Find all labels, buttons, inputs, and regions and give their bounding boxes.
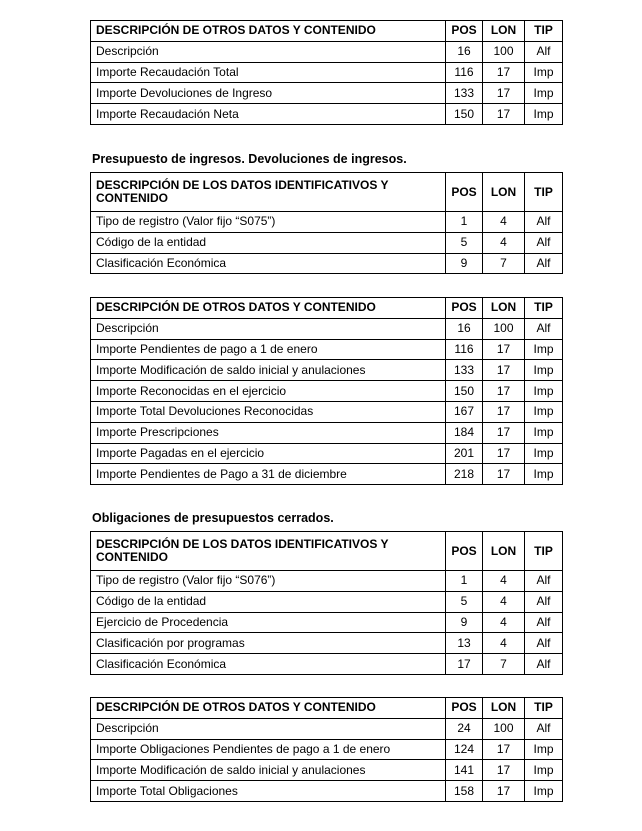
cell-description: Importe Obligaciones Pendientes de pago a 1 de enero (91, 739, 446, 760)
cell-tip: Alf (525, 41, 563, 62)
header-lon: LON (483, 698, 525, 719)
table-row (91, 422, 563, 443)
table-row (91, 654, 563, 675)
cell-lon: 4 (483, 633, 525, 654)
table-row (91, 339, 563, 360)
cell-description: Clasificación por programas (91, 633, 446, 654)
header-tip: TIP (525, 173, 563, 212)
spec-table (90, 297, 563, 485)
spec-table (90, 697, 563, 802)
header-tip: TIP (525, 698, 563, 719)
cell-lon: 100 (483, 318, 525, 339)
cell-tip: Alf (525, 633, 563, 654)
spec-table (90, 20, 563, 125)
table-row (91, 612, 563, 633)
header-description: DESCRIPCIÓN DE OTROS DATOS Y CONTENIDO (91, 298, 446, 319)
table-row (91, 633, 563, 654)
cell-pos: 184 (446, 422, 483, 443)
cell-lon: 17 (483, 464, 525, 485)
cell-pos: 9 (446, 612, 483, 633)
header-description: DESCRIPCIÓN DE OTROS DATOS Y CONTENIDO (91, 698, 446, 719)
table-row (91, 443, 563, 464)
cell-tip: Imp (525, 422, 563, 443)
table-row (91, 718, 563, 739)
table-row (91, 232, 563, 253)
cell-lon: 17 (483, 401, 525, 422)
cell-pos: 17 (446, 654, 483, 675)
cell-tip: Imp (525, 83, 563, 104)
cell-description: Importe Pagadas en el ejercicio (91, 443, 446, 464)
cell-tip: Alf (525, 571, 563, 592)
table-row (91, 360, 563, 381)
cell-tip: Imp (525, 464, 563, 485)
cell-lon: 7 (483, 654, 525, 675)
header-pos: POS (446, 698, 483, 719)
cell-description: Descripción (91, 318, 446, 339)
cell-pos: 167 (446, 401, 483, 422)
header-pos: POS (446, 21, 483, 42)
cell-lon: 7 (483, 253, 525, 274)
cell-lon: 4 (483, 612, 525, 633)
cell-pos: 24 (446, 718, 483, 739)
cell-tip: Alf (525, 318, 563, 339)
cell-pos: 150 (446, 104, 483, 125)
header-description: DESCRIPCIÓN DE LOS DATOS IDENTIFICATIVOS Y CONTENIDO (91, 532, 446, 571)
cell-description: Descripción (91, 41, 446, 62)
header-pos: POS (446, 173, 483, 212)
cell-pos: 218 (446, 464, 483, 485)
cell-description: Importe Devoluciones de Ingreso (91, 83, 446, 104)
cell-tip: Imp (525, 62, 563, 83)
table-header-row (91, 532, 563, 571)
cell-pos: 5 (446, 591, 483, 612)
table-row (91, 591, 563, 612)
cell-tip: Alf (525, 591, 563, 612)
table-row (91, 41, 563, 62)
header-lon: LON (483, 21, 525, 42)
cell-description: Importe Reconocidas en el ejercicio (91, 381, 446, 402)
cell-tip: Imp (525, 443, 563, 464)
cell-description: Tipo de registro (Valor fijo “S075”) (91, 212, 446, 233)
cell-pos: 116 (446, 62, 483, 83)
cell-lon: 17 (483, 339, 525, 360)
cell-description: Descripción (91, 718, 446, 739)
cell-lon: 17 (483, 360, 525, 381)
cell-lon: 17 (483, 781, 525, 802)
cell-lon: 17 (483, 760, 525, 781)
spec-table (90, 531, 563, 675)
cell-description: Clasificación Económica (91, 654, 446, 675)
cell-pos: 158 (446, 781, 483, 802)
cell-tip: Imp (525, 381, 563, 402)
cell-tip: Alf (525, 232, 563, 253)
cell-description: Importe Recaudación Neta (91, 104, 446, 125)
cell-tip: Alf (525, 654, 563, 675)
table-header-row (91, 698, 563, 719)
cell-lon: 17 (483, 422, 525, 443)
spec-table (90, 172, 563, 274)
table-row (91, 464, 563, 485)
cell-pos: 5 (446, 232, 483, 253)
cell-tip: Alf (525, 253, 563, 274)
table-identifying-data-2 (90, 531, 562, 675)
cell-pos: 201 (446, 443, 483, 464)
cell-description: Importe Modificación de saldo inicial y anulaciones (91, 760, 446, 781)
table-row (91, 381, 563, 402)
cell-tip: Imp (525, 339, 563, 360)
table-row (91, 571, 563, 592)
cell-tip: Imp (525, 739, 563, 760)
cell-lon: 100 (483, 41, 525, 62)
cell-description: Importe Modificación de saldo inicial y anulaciones (91, 360, 446, 381)
section-title-obligaciones: Obligaciones de presupuestos cerrados. (92, 511, 334, 525)
cell-lon: 17 (483, 443, 525, 464)
cell-description: Código de la entidad (91, 232, 446, 253)
cell-description: Importe Total Devoluciones Reconocidas (91, 401, 446, 422)
cell-tip: Imp (525, 360, 563, 381)
table-other-data-2 (90, 297, 562, 485)
cell-pos: 141 (446, 760, 483, 781)
header-description: DESCRIPCIÓN DE LOS DATOS IDENTIFICATIVOS Y CONTENIDO (91, 173, 446, 212)
cell-lon: 4 (483, 571, 525, 592)
cell-pos: 1 (446, 571, 483, 592)
section-title-devoluciones: Presupuesto de ingresos. Devoluciones de ingresos. (92, 152, 407, 166)
cell-pos: 150 (446, 381, 483, 402)
cell-tip: Imp (525, 401, 563, 422)
cell-pos: 124 (446, 739, 483, 760)
cell-description: Importe Pendientes de Pago a 31 de diciembre (91, 464, 446, 485)
cell-description: Importe Pendientes de pago a 1 de enero (91, 339, 446, 360)
table-row (91, 401, 563, 422)
cell-pos: 16 (446, 318, 483, 339)
cell-lon: 17 (483, 104, 525, 125)
cell-pos: 13 (446, 633, 483, 654)
cell-lon: 100 (483, 718, 525, 739)
table-row (91, 62, 563, 83)
table-header-row (91, 173, 563, 212)
header-lon: LON (483, 298, 525, 319)
cell-tip: Alf (525, 718, 563, 739)
table-row (91, 739, 563, 760)
cell-pos: 133 (446, 360, 483, 381)
header-description: DESCRIPCIÓN DE OTROS DATOS Y CONTENIDO (91, 21, 446, 42)
cell-tip: Imp (525, 104, 563, 125)
table-row (91, 760, 563, 781)
cell-lon: 17 (483, 739, 525, 760)
header-pos: POS (446, 298, 483, 319)
header-tip: TIP (525, 532, 563, 571)
table-row (91, 212, 563, 233)
cell-pos: 133 (446, 83, 483, 104)
cell-lon: 17 (483, 83, 525, 104)
cell-tip: Alf (525, 612, 563, 633)
cell-description: Importe Total Obligaciones (91, 781, 446, 802)
cell-pos: 1 (446, 212, 483, 233)
table-other-data-1 (90, 20, 562, 125)
cell-description: Código de la entidad (91, 591, 446, 612)
table-row (91, 83, 563, 104)
table-identifying-data-1 (90, 172, 562, 274)
cell-lon: 4 (483, 232, 525, 253)
cell-pos: 16 (446, 41, 483, 62)
table-row (91, 253, 563, 274)
table-header-row (91, 298, 563, 319)
header-tip: TIP (525, 21, 563, 42)
header-lon: LON (483, 173, 525, 212)
table-row (91, 318, 563, 339)
header-lon: LON (483, 532, 525, 571)
table-row (91, 781, 563, 802)
cell-lon: 17 (483, 381, 525, 402)
cell-description: Importe Prescripciones (91, 422, 446, 443)
cell-lon: 4 (483, 212, 525, 233)
table-row (91, 104, 563, 125)
cell-lon: 4 (483, 591, 525, 612)
cell-description: Clasificación Económica (91, 253, 446, 274)
cell-pos: 116 (446, 339, 483, 360)
cell-lon: 17 (483, 62, 525, 83)
table-other-data-3 (90, 697, 562, 802)
cell-description: Tipo de registro (Valor fijo “S076”) (91, 571, 446, 592)
cell-tip: Imp (525, 760, 563, 781)
cell-tip: Imp (525, 781, 563, 802)
cell-pos: 9 (446, 253, 483, 274)
header-pos: POS (446, 532, 483, 571)
header-tip: TIP (525, 298, 563, 319)
cell-description: Importe Recaudación Total (91, 62, 446, 83)
table-header-row (91, 21, 563, 42)
cell-description: Ejercicio de Procedencia (91, 612, 446, 633)
cell-tip: Alf (525, 212, 563, 233)
